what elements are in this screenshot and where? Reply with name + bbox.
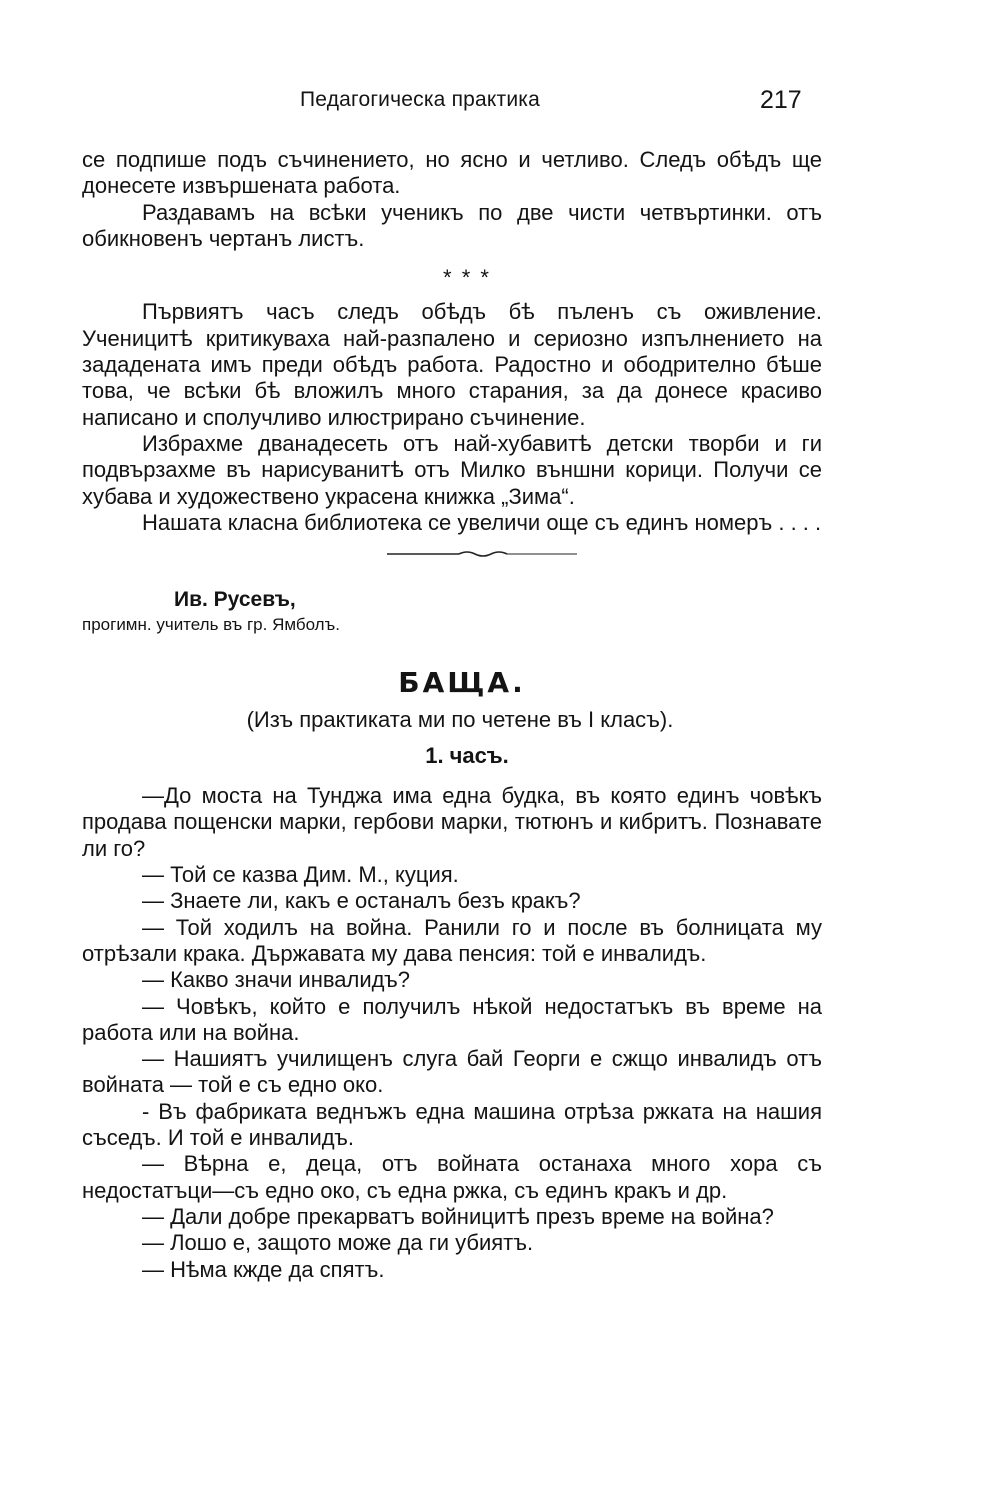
dialogue-line: — Лошо е, защото може да ги убиятъ. — [142, 1230, 534, 1256]
lesson-heading: 1. часъ. — [425, 743, 509, 769]
page-number: 217 — [760, 86, 802, 114]
paragraph: се подпише подъ съчинението, но ясно и четливо. Следъ обѣдъ ще донесете извършената работа. — [82, 147, 822, 199]
dialogue-line: — Той ходилъ на война. Ранили го и после въ болницата му отрѣзали крака. Държавата му дава пенсия: той е инвалидъ. — [82, 914, 822, 966]
dialogue-line: — Нашиятъ училищенъ слуга бай Георги е сжщо инвалидъ отъ войната — той е съ едно око. — [82, 1046, 822, 1098]
ornamental-rule — [387, 550, 577, 558]
dialogue-line: - Въ фабриката веднъжъ една машина отрѣза ржката на нашия съседъ. И той е инвалидъ. — [82, 1098, 822, 1151]
article-author: Ив. Русевъ, — [174, 588, 296, 612]
dialogue-line: — Какво значи инвалидъ? — [142, 967, 411, 993]
article-subtitle: (Изъ практиката ми по четене въ I класъ). — [246, 707, 674, 733]
section-separator: * * * — [443, 265, 491, 291]
dialogue-line: — Нѣма кжде да спятъ. — [142, 1256, 385, 1282]
dialogue-line: — Дали добре прекарватъ войницитѣ презъ време на война? — [142, 1203, 774, 1229]
article-title: БАЩА. — [398, 666, 526, 700]
page-body — [82, 147, 822, 1283]
paragraph: Първиятъ часъ следъ обѣдъ бѣ пъленъ съ оживление. Ученицитѣ критикуваха най-разпалено и сериозно изпълнението на зададената имъ преди обѣдъ работа. Радостно и ободрително бѣше това, че всѣки бѣ вложилъ много старания, за да донесе красиво написано и сполучливо илюстрирано съчинение. — [82, 299, 822, 430]
paragraph: Раздавамъ на всѣки ученикъ по две чисти четвъртинки. отъ обикновенъ чертанъ листъ. — [82, 199, 822, 251]
dialogue-line: — Знаете ли, какъ е останалъ безъ кракъ? — [142, 888, 581, 914]
article-author-role: прогимн. учитель въ гр. Ямболъ. — [82, 615, 340, 635]
dialogue-line: — Човѣкъ, който е получилъ нѣкой недостатъкъ въ време на работа или на война. — [82, 993, 822, 1045]
paragraph: Избрахме дванадесеть отъ най-хубавитѣ детски творби и ги подвързахме въ нарисуванитѣ отъ Милко външни корици. Получи се хубава и художествено украсена книжка „Зима“. — [82, 430, 822, 509]
running-title: Педагогическа практика — [300, 88, 541, 111]
dialogue-line: —До моста на Тунджа има една будка, въ която единъ човѣкъ продава пощенски марки, гербови марки, тютюнъ и кибритъ. Познавате ли го? — [82, 783, 822, 861]
dialogue-line: — Вѣрна е, деца, отъ войната останаха много хора съ недостатъци—съ едно око, съ една ржка, съ единъ кракъ и др. — [82, 1151, 822, 1203]
paragraph: Нашата класна библиотека се увеличи още съ единъ номеръ . . . . — [142, 509, 822, 535]
dialogue-line: — Той се казва Дим. М., куция. — [142, 862, 459, 888]
page-header — [0, 88, 1004, 120]
